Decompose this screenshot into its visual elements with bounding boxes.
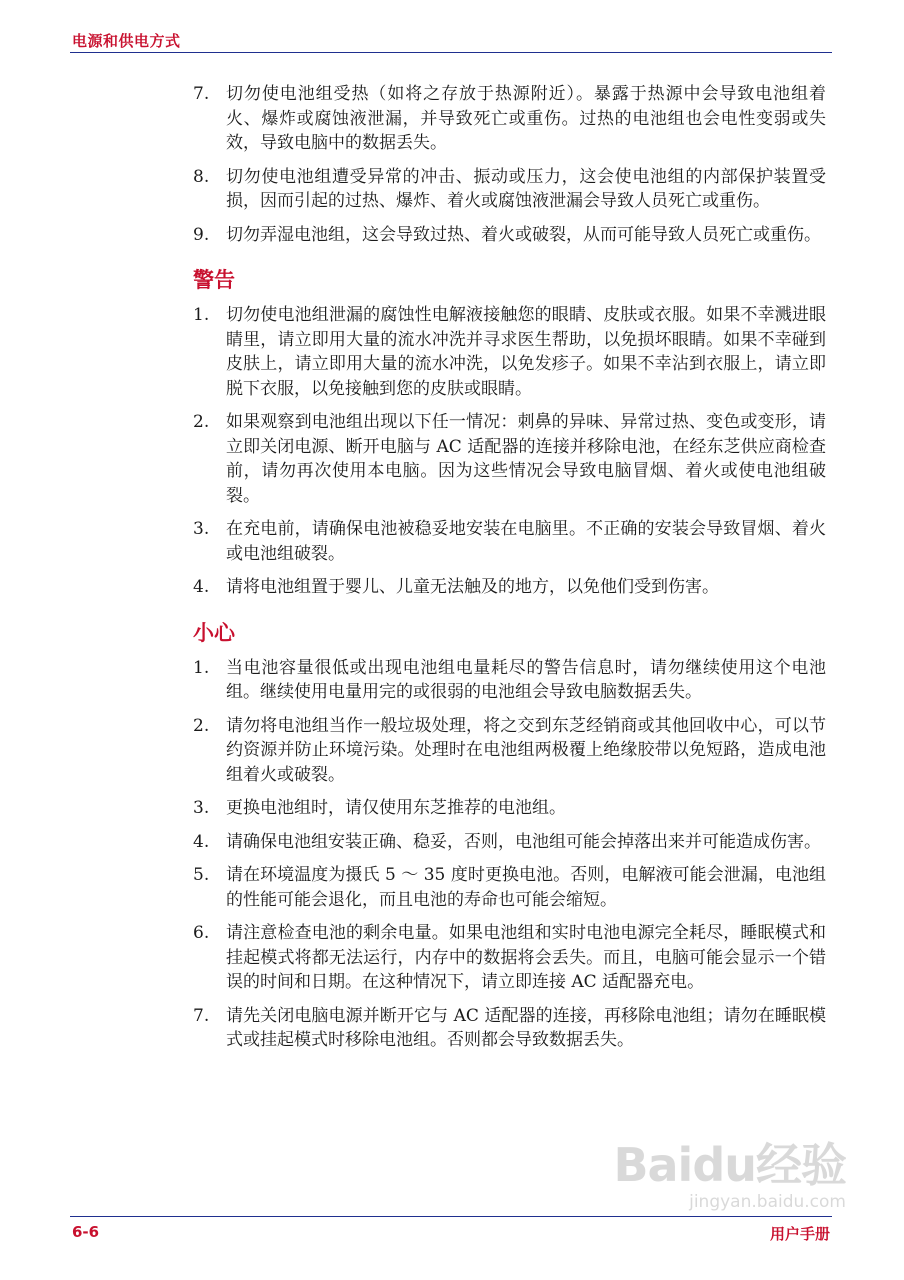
warning-list	[193, 303, 826, 600]
item-number: 3.	[193, 798, 210, 818]
manual-title: 用户手册	[769, 1225, 830, 1243]
item-text: 切勿弄湿电池组，这会导致过热、着火或破裂，从而可能导致人员死亡或重伤。	[226, 224, 821, 245]
watermark-url: jingyan.baidu.com	[689, 1192, 846, 1212]
item-number: 3.	[193, 519, 210, 539]
list-item	[193, 223, 826, 248]
item-number: 6.	[193, 923, 210, 943]
baidu-watermark	[613, 1140, 846, 1212]
item-number: 8.	[193, 166, 210, 187]
item-text: 请在环境温度为摄氏 5 ～ 35 度时更换电池。否则，电解液可能会泄漏，电池组的性能可能会退化，而且电池的寿命也可能会缩短。	[226, 865, 826, 910]
list-item	[193, 165, 826, 214]
list-item	[193, 82, 826, 156]
footer-divider	[70, 1216, 832, 1217]
item-text: 如果观察到电池组出现以下任一情况：刺鼻的异味、异常过热、变色或变形，请立即关闭电源、断开电脑与 AC 适配器的连接并移除电池，在经东芝供应商检查前，请勿再次使用本电脑。因为这些情况会导致电脑冒烟、着火或使电池组破裂。	[226, 412, 826, 506]
list-item	[193, 714, 826, 788]
list-item	[193, 796, 826, 821]
list-item	[193, 1004, 826, 1053]
item-number: 2.	[193, 412, 210, 432]
item-text: 请勿将电池组当作一般垃圾处理，将之交到东芝经销商或其他回收中心，可以节约资源并防止环境污染。处理时在电池组两极覆上绝缘胶带以免短路，造成电池组着火或破裂。	[226, 715, 826, 785]
item-text: 更换电池组时，请仅使用东芝推荐的电池组。	[226, 798, 566, 818]
item-number: 9.	[193, 224, 210, 245]
item-number: 7.	[193, 84, 210, 104]
list-item	[193, 921, 826, 995]
list-item	[193, 517, 826, 566]
item-number: 1.	[193, 305, 210, 325]
item-number: 4.	[193, 831, 210, 852]
list-item	[193, 575, 826, 600]
item-text: 切勿使电池组泄漏的腐蚀性电解液接触您的眼睛、皮肤或衣服。如果不幸溅进眼睛里，请立即用大量的流水冲洗并寻求医生帮助，以免损坏眼睛。如果不幸碰到皮肤上，请立即用大量的流水冲洗，以免发疹子。如果不幸沾到衣服上，请立即脱下衣服，以免接触到您的皮肤或眼睛。	[226, 305, 826, 399]
item-text: 请注意检查电池的剩余电量。如果电池组和实时电池电源完全耗尽，睡眠模式和挂起模式将都无法运行，内存中的数据将会丢失。而且，电脑可能会显示一个错误的时间和日期。在这种情况下，请立即连接 AC 适配器充电。	[226, 923, 826, 992]
item-text: 请确保电池组安装正确、稳妥，否则，电池组可能会掉落出来并可能造成伤害。	[226, 831, 821, 852]
header-divider	[70, 52, 832, 53]
list-item	[193, 863, 826, 912]
item-number: 2.	[193, 715, 210, 736]
list-item	[193, 830, 826, 855]
list-item	[193, 303, 826, 401]
item-text: 切勿使电池组遭受异常的冲击、振动或压力，这会使电池组的内部保护装置受损，因而引起的过热、爆炸、着火或腐蚀液泄漏会导致人员死亡或重伤。	[226, 166, 826, 211]
item-text: 请先关闭电脑电源并断开它与 AC 适配器的连接，再移除电池组；请勿在睡眠模式或挂起模式时移除电池组。否则都会导致数据丢失。	[226, 1005, 826, 1050]
header-title: 电源和供电方式	[72, 32, 181, 50]
item-number: 5.	[193, 865, 210, 885]
main-content	[193, 82, 826, 1062]
caution-list	[193, 656, 826, 1053]
item-text: 切勿使电池组受热（如将之存放于热源附近）。暴露于热源中会导致电池组着火、爆炸或腐蚀液泄漏，并导致死亡或重伤。过热的电池组也会电性变弱或失效，导致电脑中的数据丢失。	[226, 84, 826, 153]
item-text: 请将电池组置于婴儿、儿童无法触及的地方，以免他们受到伤害。	[226, 577, 719, 597]
item-number: 4.	[193, 577, 210, 597]
caution-heading: 小心	[193, 620, 235, 645]
item-number: 7.	[193, 1005, 210, 1026]
item-text: 在充电前，请确保电池被稳妥地安装在电脑里。不正确的安装会导致冒烟、着火或电池组破裂。	[226, 519, 826, 564]
watermark-logo: Baidu经验	[613, 1138, 846, 1192]
list-item	[193, 656, 826, 705]
list-item	[193, 410, 826, 508]
warning-heading: 警告	[193, 268, 235, 292]
danger-list	[193, 82, 826, 247]
item-number: 1.	[193, 657, 210, 678]
page-number: 6-6	[72, 1223, 100, 1241]
item-text: 当电池容量很低或出现电池组电量耗尽的警告信息时，请勿继续使用这个电池组。继续使用电量用完的或很弱的电池组会导致电脑数据丢失。	[226, 657, 826, 702]
